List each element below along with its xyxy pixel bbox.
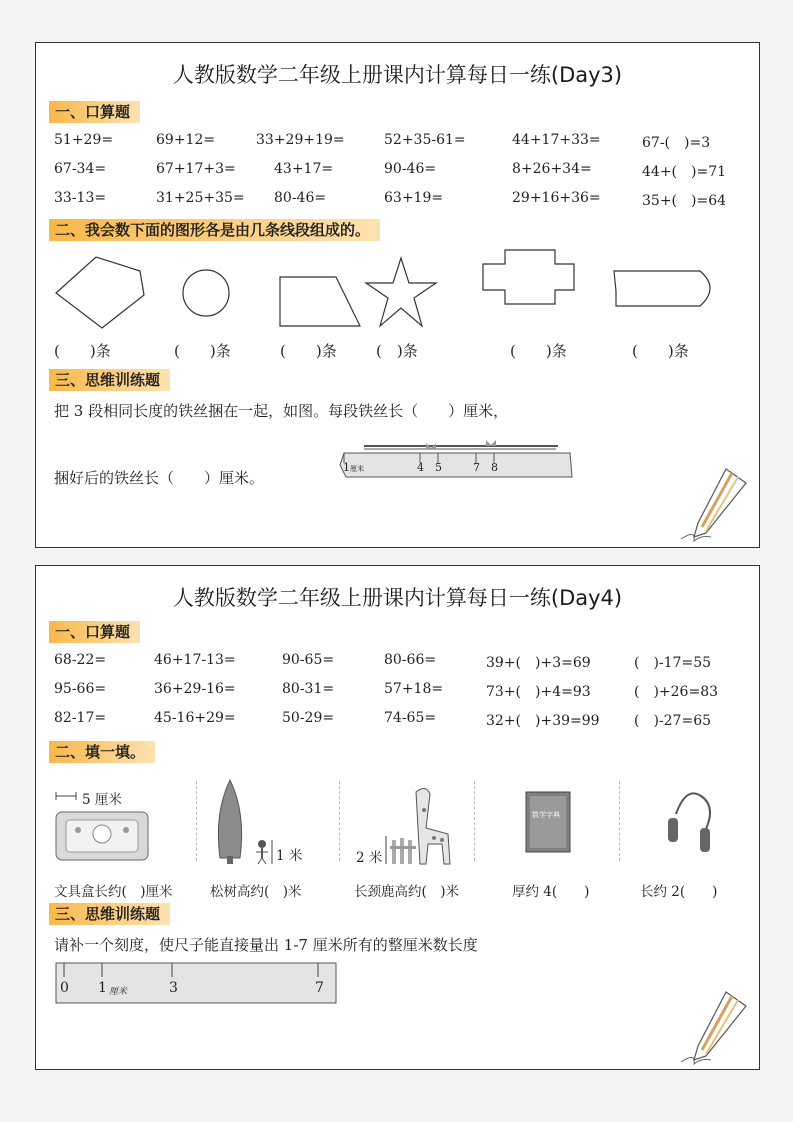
dictionary-picture — [522, 786, 582, 856]
problem: 80-66= — [384, 652, 437, 668]
problem: 36+29-16= — [154, 681, 236, 697]
problem: 33+29+19= — [256, 132, 345, 148]
divider — [474, 781, 475, 861]
ruler-tick: 3 — [169, 980, 178, 996]
problem: ( )-17=55 — [634, 655, 712, 671]
problem: 35+( )=64 — [642, 193, 727, 209]
jump-rope-picture — [656, 784, 736, 864]
problem: 67-( )=3 — [642, 135, 711, 151]
problem: ( )-27=65 — [634, 713, 712, 729]
problem: 90-65= — [282, 652, 335, 668]
problem: 90-46= — [384, 161, 437, 177]
problem: 73+( )+4=93 — [486, 684, 591, 700]
ruler-tick: 4 — [417, 461, 424, 474]
problem: 44+17+33= — [512, 132, 601, 148]
ruler-tick: 1 — [343, 461, 350, 474]
height-label: 1 米 — [276, 848, 303, 864]
ruler-tick: 7 — [315, 980, 324, 996]
answer-blank: ( )条 — [376, 342, 418, 360]
ruler-tick: 7 — [473, 461, 480, 474]
problem: 52+35-61= — [384, 132, 466, 148]
trapezoid-shape — [280, 277, 360, 326]
problem: 32+( )+39=99 — [486, 713, 600, 729]
problem: 67-34= — [54, 161, 107, 177]
ruler-tick: 5 — [435, 461, 442, 474]
problem: 67+17+3= — [156, 161, 236, 177]
fill-label: 文具盒长约( )厘米 — [54, 884, 173, 900]
problem: ( )+26=83 — [634, 684, 719, 700]
answer-blank: ( )条 — [632, 342, 689, 360]
pentagon-shape — [56, 257, 144, 328]
answer-blank: ( )条 — [510, 342, 567, 360]
problem: 46+17-13= — [154, 652, 236, 668]
problem: 44+( )=71 — [642, 164, 727, 180]
worksheet-day4 — [35, 565, 760, 1070]
problem: 69+12= — [156, 132, 216, 148]
fill-label: 厚约 4( ) — [512, 884, 590, 900]
section-shapes: 二、我会数下面的图形各是由几条线段组成的。 — [49, 219, 380, 241]
problem: 50-29= — [282, 710, 335, 726]
book-title: 数学字典 — [532, 811, 560, 819]
cross-shape — [483, 250, 574, 304]
problem: 43+17= — [274, 161, 334, 177]
ruler-unit: 厘米 — [350, 465, 364, 473]
length-label: 5 厘米 — [82, 792, 122, 808]
worksheet-title: 人教版数学二年级上册课内计算每日一练(Day3) — [172, 63, 623, 87]
section-thinking: 三、思维训练题 — [49, 903, 170, 925]
problem: 57+18= — [384, 681, 444, 697]
question-text: 请补一个刻度，使尺子能直接量出 1-7 厘米所有的整厘米数长度 — [54, 936, 478, 954]
problem: 82-17= — [54, 710, 107, 726]
problem: 31+25+35= — [156, 190, 245, 206]
star-shape — [366, 258, 436, 326]
divider — [196, 781, 197, 861]
problem: 39+( )+3=69 — [486, 655, 591, 671]
problem: 80-46= — [274, 190, 327, 206]
answer-blank: ( )条 — [174, 342, 231, 360]
section-mental-math: 一、口算题 — [49, 621, 140, 643]
section-mental-math: 一、口算题 — [49, 101, 140, 123]
problem: 95-66= — [54, 681, 107, 697]
problem: 68-22= — [54, 652, 107, 668]
section-fill: 二、填一填。 — [49, 741, 155, 763]
divider — [619, 781, 620, 861]
problem: 45-16+29= — [154, 710, 236, 726]
question-text: 捆好后的铁丝长（ ）厘米。 — [54, 469, 265, 487]
arrow-shape — [614, 271, 710, 306]
pencil-icon — [676, 461, 756, 541]
answer-blank: ( )条 — [54, 342, 111, 360]
problem: 51+29= — [54, 132, 114, 148]
pencil-icon — [676, 984, 756, 1064]
divider — [339, 781, 340, 861]
ruler-unit: 厘米 — [109, 987, 128, 997]
ruler-wire-figure — [336, 433, 576, 488]
fill-label: 松树高约( )米 — [210, 884, 302, 900]
answer-blank: ( )条 — [280, 342, 337, 360]
problem: 63+19= — [384, 190, 444, 206]
problem: 8+26+34= — [512, 161, 592, 177]
fill-label: 长约 2( ) — [640, 884, 718, 900]
ruler-tick: 8 — [491, 461, 498, 474]
height-label: 2 米 — [356, 850, 383, 866]
ruler-tick: 1 — [98, 980, 107, 996]
fill-label: 长颈鹿高约( )米 — [354, 884, 460, 900]
worksheet-day3 — [35, 42, 760, 548]
ruler-tick: 0 — [60, 980, 69, 996]
section-thinking: 三、思维训练题 — [49, 369, 170, 391]
problem: 29+16+36= — [512, 190, 601, 206]
problem: 80-31= — [282, 681, 335, 697]
circle-shape — [183, 270, 229, 316]
problem: 33-13= — [54, 190, 107, 206]
problem: 74-65= — [384, 710, 437, 726]
question-text: 把 3 段相同长度的铁丝捆在一起，如图。每段铁丝长（ ）厘米， — [54, 402, 509, 420]
worksheet-title: 人教版数学二年级上册课内计算每日一练(Day4) — [172, 586, 623, 610]
